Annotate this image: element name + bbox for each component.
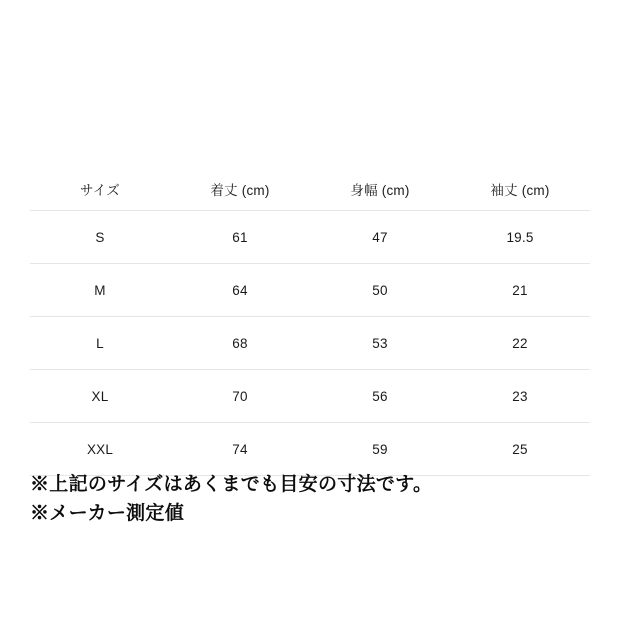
table-row: [30, 423, 590, 476]
cell-length: 74: [170, 423, 310, 476]
cell-sleeve: 22: [450, 317, 590, 370]
cell-size: L: [30, 317, 170, 370]
size-table: [30, 168, 590, 476]
size-table-head: [30, 168, 590, 211]
cell-size: XL: [30, 370, 170, 423]
column-header-length: 着丈 (cm): [170, 168, 310, 211]
cell-length: 70: [170, 370, 310, 423]
table-row: [30, 211, 590, 264]
column-header-width: 身幅 (cm): [310, 168, 450, 211]
cell-sleeve: 25: [450, 423, 590, 476]
note-line-2: ※メーカー測定値: [30, 503, 185, 525]
cell-width: 56: [310, 370, 450, 423]
cell-size: XXL: [30, 423, 170, 476]
column-header-sleeve: 袖丈 (cm): [450, 168, 590, 211]
cell-width: 47: [310, 211, 450, 264]
cell-sleeve: 23: [450, 370, 590, 423]
size-table-body: [30, 211, 590, 476]
cell-length: 68: [170, 317, 310, 370]
cell-width: 50: [310, 264, 450, 317]
cell-length: 64: [170, 264, 310, 317]
table-row: [30, 264, 590, 317]
cell-sleeve: 19.5: [450, 211, 590, 264]
cell-width: 59: [310, 423, 450, 476]
notes-block: [30, 470, 590, 529]
column-header-size: サイズ: [30, 168, 170, 211]
cell-size: S: [30, 211, 170, 264]
cell-sleeve: 21: [450, 264, 590, 317]
table-row: [30, 370, 590, 423]
size-table-container: [30, 168, 590, 476]
cell-size: M: [30, 264, 170, 317]
table-row: [30, 317, 590, 370]
table-header-row: [30, 168, 590, 211]
cell-length: 61: [170, 211, 310, 264]
note-line-1: ※上記のサイズはあくまでも目安の寸法です。: [30, 474, 433, 495]
cell-width: 53: [310, 317, 450, 370]
